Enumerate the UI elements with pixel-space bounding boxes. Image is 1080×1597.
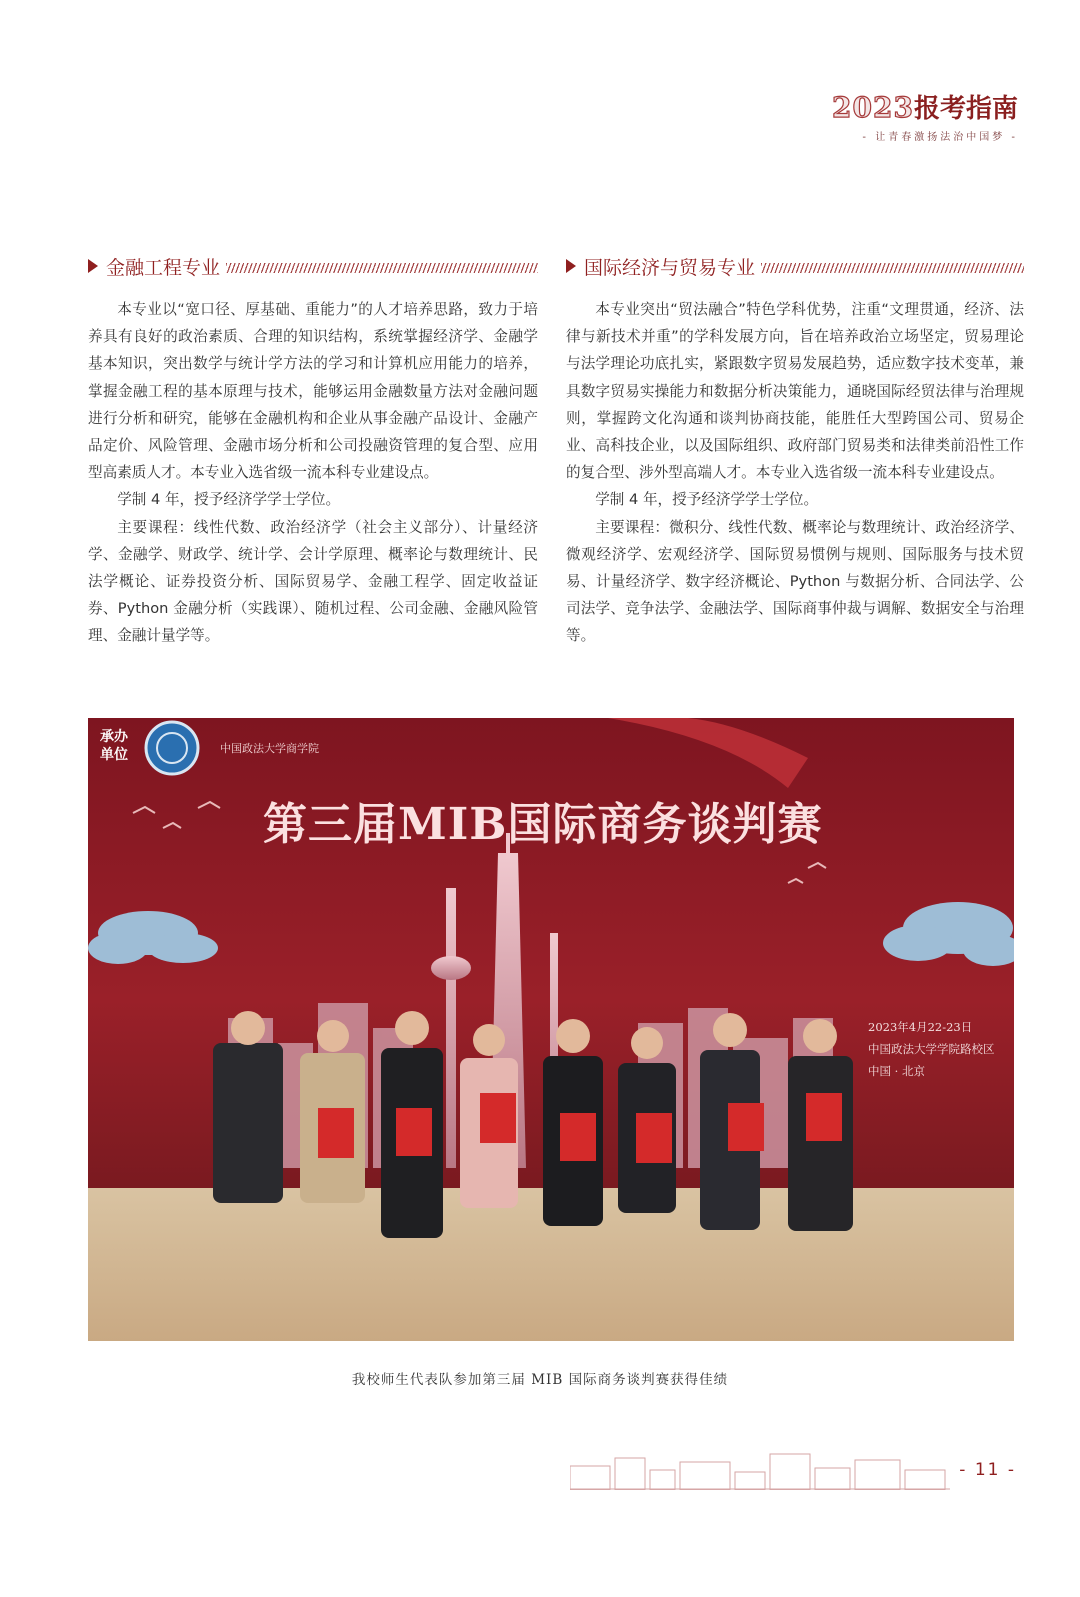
right-paragraph-duration: 学制 4 年，授予经济学学士学位。	[595, 491, 819, 509]
header-guide: 报考指南	[913, 94, 1018, 124]
header-logo	[818, 88, 1018, 143]
banner-title: 第三届MIB国际商务谈判赛	[263, 799, 823, 850]
right-paragraph-intro: 本专业突出“贸法融合”特色学科优势，注重“文理贯通，经济、法律与新技术并重”的学科发展方向，旨在培养政治立场坚定，贸易理论与法学理论功底扎实，紧跟数字贸易发展趋势，适应数字技术变革，兼具数字贸易实操能力和数据分析决策能力，通晓国际经贸法律与治理规则，掌握跨文化沟通和谈判协商技能，能胜任大型跨国公司、贸易企业、高科技企业，以及国际组织、政府部门贸易类和法律类前沿性工作的复合型、涉外型高端人才。本专业入选省级一流本科专业建设点。	[566, 301, 1024, 482]
left-section-heading	[88, 252, 538, 280]
event-place: 中国 · 北京	[868, 1064, 925, 1078]
organizer-label-line1: 承办	[100, 729, 128, 745]
hatch-divider	[761, 263, 1024, 273]
event-info	[868, 1016, 995, 1082]
left-section	[88, 252, 538, 650]
photo-caption: 我校师生代表队参加第三届 MIB 国际商务谈判赛获得佳绩	[351, 1372, 729, 1388]
left-paragraph-duration: 学制 4 年，授予经济学学士学位。	[117, 491, 341, 509]
hatch-divider	[226, 263, 538, 273]
right-section-heading	[566, 252, 1024, 280]
header-slogan: - 让青春激扬法治中国梦 -	[862, 132, 1018, 143]
triangle-bullet-icon	[88, 259, 98, 273]
right-section	[566, 252, 1024, 650]
left-paragraph-intro: 本专业以“宽口径、厚基础、重能力”的人才培养思路，致力于培养具有良好的政治素质、合理的知识结构，系统掌握经济学、金融学基本知识，突出数学与统计学方法的学习和计算机应用能力的培养，掌握金融工程的基本原理与技术，能够运用金融数量方法对金融问题进行分析和研究，能够在金融机构和企业从事金融产品设计、金融产品定价、风险管理、金融市场分析和公司投融资管理的复合型、应用型高素质人才。本专业入选省级一流本科专业建设点。	[88, 301, 538, 482]
school-name: 中国政法大学商学院	[220, 742, 319, 755]
header-year: 2023	[832, 91, 914, 124]
right-paragraph-courses: 主要课程：微积分、线性代数、概率论与数理统计、政治经济学、微观经济学、宏观经济学、国际贸易惯例与规则、国际服务与技术贸易、计量经济学、数字经济概论、Python 与数据分析、合同法学、公司法学、竞争法学、金融法学、国际商事仲裁与调解、数据安全与治理等。	[566, 518, 1024, 645]
event-photo	[88, 718, 1014, 1341]
campus-buildings-decoration	[570, 1448, 950, 1490]
event-date: 2023年4月22-23日	[868, 1020, 973, 1034]
triangle-bullet-icon	[566, 259, 576, 273]
right-section-title: 国际经济与贸易专业	[584, 256, 756, 279]
event-venue: 中国政法大学学院路校区	[868, 1042, 995, 1056]
page-number: - 11 -	[959, 1460, 1016, 1480]
organizer-label-line2: 单位	[100, 747, 128, 763]
organizer-label	[100, 728, 128, 764]
left-section-title: 金融工程专业	[106, 256, 221, 279]
left-paragraph-courses: 主要课程：线性代数、政治经济学（社会主义部分）、计量经济学、金融学、财政学、统计学、会计学原理、概率论与数理统计、民法学概论、证券投资分析、国际贸易学、金融工程学、固定收益证券、Python 金融分析（实践课）、随机过程、公司金融、金融风险管理、金融计量学等。	[88, 518, 538, 645]
